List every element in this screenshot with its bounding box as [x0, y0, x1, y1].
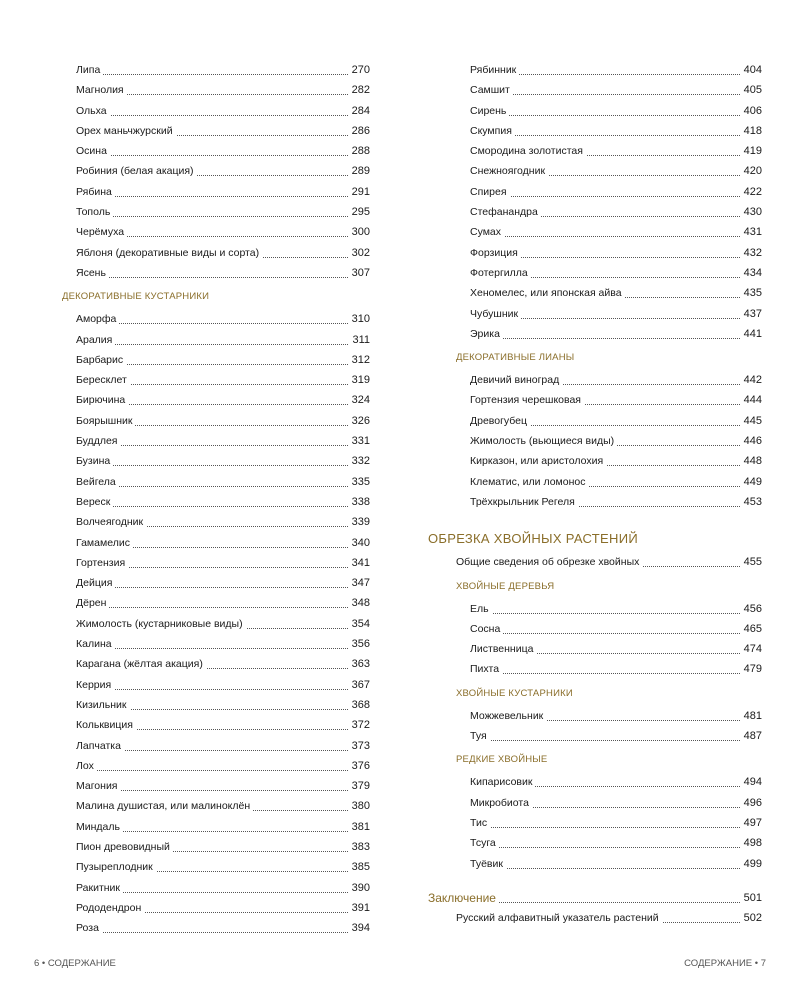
entry-page-number: 335: [349, 472, 370, 492]
entry-page-number: 300: [349, 222, 370, 242]
toc-entry[interactable]: [62, 573, 370, 593]
entry-title: Рябинник: [470, 60, 519, 80]
toc-entry[interactable]: [62, 736, 370, 756]
toc-entry[interactable]: [62, 715, 370, 735]
toc-entry[interactable]: [62, 60, 370, 80]
dot-leader: [76, 506, 370, 507]
entry-title: Хеномелес, или японская айва: [470, 283, 625, 303]
entry-page-number: 487: [741, 726, 762, 746]
toc-entry[interactable]: [62, 243, 370, 263]
dot-leader: [76, 216, 370, 217]
entry-title: Форзиция: [470, 243, 521, 263]
entry-page-number: 385: [349, 857, 370, 877]
toc-entry[interactable]: [428, 472, 762, 492]
toc-entry[interactable]: [62, 756, 370, 776]
entry-page-number: 383: [349, 837, 370, 857]
entry-title: Робиния (белая акация): [76, 161, 197, 181]
toc-entry[interactable]: [428, 121, 762, 141]
toc-entry[interactable]: [428, 726, 762, 746]
entry-title: Осина: [76, 141, 110, 161]
entry-title: Буддлея: [76, 431, 120, 451]
left-column: [62, 60, 370, 938]
section-heading-decorative-shrubs: ДЕКОРАТИВНЫЕ КУСТАРНИКИ: [62, 291, 210, 303]
toc-entry[interactable]: [428, 222, 762, 242]
entry-page-number: 363: [349, 654, 370, 674]
chapter-heading-conifer-pruning: ОБРЕЗКА ХВОЙНЫХ РАСТЕНИЙ: [428, 531, 638, 547]
entry-title: Девичий виноград: [470, 370, 562, 390]
toc-entry[interactable]: [62, 654, 370, 674]
toc-entry[interactable]: [62, 202, 370, 222]
entry-page-number: 319: [349, 370, 370, 390]
entry-title: Гортензия: [76, 553, 128, 573]
toc-entry[interactable]: [62, 141, 370, 161]
toc-entry[interactable]: [62, 370, 370, 390]
toc-entry[interactable]: [428, 182, 762, 202]
entry-page-number: 331: [349, 431, 370, 451]
dot-leader: [76, 932, 370, 933]
entry-title: Керрия: [76, 675, 114, 695]
entry-page-number: 406: [741, 101, 762, 121]
entry-title: Ясень: [76, 263, 109, 283]
toc-entry[interactable]: [62, 918, 370, 938]
toc-entry[interactable]: [428, 599, 762, 619]
entry-page-number: 282: [349, 80, 370, 100]
toc-entry[interactable]: [62, 263, 370, 283]
entry-title: Волчеягодник: [76, 512, 146, 532]
toc-entry[interactable]: [428, 552, 762, 572]
toc-entry[interactable]: [62, 776, 370, 796]
entry-title: Спирея: [470, 182, 510, 202]
dot-leader: [76, 770, 370, 771]
entry-title: Черёмуха: [76, 222, 127, 242]
entry-title: Туёвик: [470, 854, 506, 874]
entry-page-number: 419: [741, 141, 762, 161]
entry-title: Бересклет: [76, 370, 130, 390]
entry-title: Клематис, или ломонос: [470, 472, 588, 492]
toc-entry[interactable]: [428, 141, 762, 161]
toc-entry[interactable]: [62, 121, 370, 141]
entry-page-number: 499: [741, 854, 762, 874]
entry-page-number: 431: [741, 222, 762, 242]
entry-title: Рододендрон: [76, 898, 144, 918]
toc-entry[interactable]: [428, 324, 762, 344]
toc-entry[interactable]: [62, 390, 370, 410]
dot-leader: [76, 155, 370, 156]
entry-title: Липа: [76, 60, 103, 80]
entry-title: Общие сведения об обрезке хвойных: [456, 552, 642, 572]
entry-title: Магония: [76, 776, 121, 796]
entry-page-number: 339: [349, 512, 370, 532]
entry-title: Заключение: [428, 888, 499, 908]
entry-page-number: 456: [741, 599, 762, 619]
toc-entry[interactable]: [62, 796, 370, 816]
entry-page-number: 494: [741, 772, 762, 792]
entry-title: Самшит: [470, 80, 513, 100]
toc-entry[interactable]: [428, 80, 762, 100]
toc-entry[interactable]: [62, 161, 370, 181]
entry-page-number: 310: [349, 309, 370, 329]
toc-entry[interactable]: [62, 80, 370, 100]
toc-entry[interactable]: [62, 695, 370, 715]
toc-entry[interactable]: [428, 888, 762, 908]
entry-title: Ольха: [76, 101, 110, 121]
entry-page-number: 479: [741, 659, 762, 679]
dot-leader: [470, 740, 762, 741]
entry-title: Чубушник: [470, 304, 521, 324]
section-heading-decorative-lianas: ДЕКОРАТИВНЫЕ ЛИАНЫ: [456, 352, 575, 364]
toc-entry[interactable]: [428, 411, 762, 431]
toc-entry[interactable]: [428, 619, 762, 639]
entry-page-number: 341: [349, 553, 370, 573]
entry-title: Аморфа: [76, 309, 119, 329]
entry-page-number: 348: [349, 593, 370, 613]
entry-page-number: 448: [741, 451, 762, 471]
toc-entry[interactable]: [428, 390, 762, 410]
entry-title: Древогубец: [470, 411, 530, 431]
toc-entry[interactable]: [62, 512, 370, 532]
dot-leader: [76, 465, 370, 466]
toc-entry[interactable]: [428, 283, 762, 303]
entry-title: Кирказон, или аристолохия: [470, 451, 606, 471]
entry-title: Скумпия: [470, 121, 515, 141]
entry-page-number: 441: [741, 324, 762, 344]
entry-title: Вереск: [76, 492, 113, 512]
entry-title: Тополь: [76, 202, 113, 222]
toc-entry[interactable]: [62, 222, 370, 242]
entry-page-number: 449: [741, 472, 762, 492]
entry-title: Боярышник: [76, 411, 135, 431]
entry-title: Смородина золотистая: [470, 141, 586, 161]
toc-entry[interactable]: [428, 772, 762, 792]
entry-title: Магнолия: [76, 80, 127, 100]
toc-entry[interactable]: [62, 837, 370, 857]
entry-page-number: 435: [741, 283, 762, 303]
toc-entry[interactable]: [62, 675, 370, 695]
toc-entry[interactable]: [428, 243, 762, 263]
dot-leader: [470, 673, 762, 674]
toc-entry[interactable]: [62, 878, 370, 898]
entry-title: Орех маньчжурский: [76, 121, 176, 141]
entry-page-number: 356: [349, 634, 370, 654]
dot-leader: [470, 236, 762, 237]
entry-title: Вейгела: [76, 472, 119, 492]
dot-leader: [470, 868, 762, 869]
section-heading-rare-conifers: РЕДКИЕ ХВОЙНЫЕ: [456, 754, 548, 766]
toc-entry[interactable]: [428, 370, 762, 390]
entry-page-number: 391: [349, 898, 370, 918]
entry-title: Ракитник: [76, 878, 123, 898]
entry-title: Сумах: [470, 222, 504, 242]
entry-page-number: 312: [349, 350, 370, 370]
toc-entry[interactable]: [62, 634, 370, 654]
toc-entry[interactable]: [428, 706, 762, 726]
toc-entry[interactable]: [428, 161, 762, 181]
toc-entry[interactable]: [428, 431, 762, 451]
footer-left: 6 • СОДЕРЖАНИЕ: [34, 958, 116, 969]
entry-page-number: 332: [349, 451, 370, 471]
toc-entry[interactable]: [62, 350, 370, 370]
entry-page-number: 437: [741, 304, 762, 324]
dot-leader: [470, 613, 762, 614]
entry-page-number: 354: [349, 614, 370, 634]
toc-entry[interactable]: [428, 263, 762, 283]
entry-title: Кипарисовик: [470, 772, 535, 792]
dot-leader: [76, 344, 370, 345]
toc-entry[interactable]: [62, 182, 370, 202]
entry-title: Гамамелис: [76, 533, 133, 553]
toc-entry[interactable]: [62, 593, 370, 613]
section-heading-conifer-trees: ХВОЙНЫЕ ДЕРЕВЬЯ: [456, 580, 555, 592]
entry-page-number: 373: [349, 736, 370, 756]
entry-title: Калина: [76, 634, 115, 654]
entry-page-number: 446: [741, 431, 762, 451]
toc-entry[interactable]: [62, 472, 370, 492]
entry-page-number: 430: [741, 202, 762, 222]
section-heading-conifer-shrubs: ХВОЙНЫЕ КУСТАРНИКИ: [456, 687, 573, 699]
toc-entry[interactable]: [428, 492, 762, 512]
entry-page-number: 404: [741, 60, 762, 80]
entry-page-number: 444: [741, 390, 762, 410]
entry-page-number: 338: [349, 492, 370, 512]
entry-page-number: 311: [349, 330, 370, 350]
dot-leader: [76, 689, 370, 690]
entry-title: Кизильник: [76, 695, 130, 715]
dot-leader: [470, 338, 762, 339]
entry-title: Фотергилла: [470, 263, 531, 283]
entry-page-number: 372: [349, 715, 370, 735]
entry-page-number: 367: [349, 675, 370, 695]
entry-title: Сосна: [470, 619, 503, 639]
entry-title: Жимолость (кустарниковые виды): [76, 614, 246, 634]
entry-page-number: 340: [349, 533, 370, 553]
entry-title: Лиственница: [470, 639, 536, 659]
entry-title: Микробиота: [470, 793, 532, 813]
entry-page-number: 284: [349, 101, 370, 121]
entry-title: Жимолость (вьющиеся виды): [470, 431, 617, 451]
entry-title: Сирень: [470, 101, 509, 121]
toc-entry[interactable]: [428, 793, 762, 813]
dot-leader: [76, 648, 370, 649]
entry-page-number: 295: [349, 202, 370, 222]
entry-page-number: 286: [349, 121, 370, 141]
entry-page-number: 418: [741, 121, 762, 141]
entry-page-number: 291: [349, 182, 370, 202]
entry-page-number: 481: [741, 706, 762, 726]
entry-page-number: 324: [349, 390, 370, 410]
entry-title: Русский алфавитный указатель растений: [456, 908, 662, 928]
entry-title: Лох: [76, 756, 97, 776]
entry-page-number: 496: [741, 793, 762, 813]
toc-entry[interactable]: [428, 202, 762, 222]
entry-title: Барбарис: [76, 350, 126, 370]
dot-leader: [470, 633, 762, 634]
entry-page-number: 307: [349, 263, 370, 283]
toc-entry[interactable]: [62, 309, 370, 329]
entry-title: Можжевельник: [470, 706, 546, 726]
toc-entry[interactable]: [428, 908, 762, 928]
entry-title: Тсуга: [470, 833, 499, 853]
entry-title: Ель: [470, 599, 492, 619]
entry-page-number: 289: [349, 161, 370, 181]
entry-page-number: 381: [349, 817, 370, 837]
entry-title: Карагана (жёлтая акация): [76, 654, 206, 674]
toc-entry[interactable]: [62, 330, 370, 350]
entry-page-number: 465: [741, 619, 762, 639]
toc-entry[interactable]: [428, 833, 762, 853]
toc-entry[interactable]: [62, 492, 370, 512]
entry-title: Лапчатка: [76, 736, 124, 756]
entry-title: Пихта: [470, 659, 502, 679]
entry-page-number: 368: [349, 695, 370, 715]
entry-title: Гортензия черешковая: [470, 390, 584, 410]
toc-entry[interactable]: [428, 304, 762, 324]
entry-title: Тис: [470, 813, 490, 833]
toc-entry[interactable]: [62, 817, 370, 837]
toc-entry[interactable]: [62, 411, 370, 431]
entry-page-number: 394: [349, 918, 370, 938]
entry-title: Рябина: [76, 182, 115, 202]
entry-title: Аралия: [76, 330, 115, 350]
entry-page-number: 347: [349, 573, 370, 593]
toc-entry[interactable]: [62, 898, 370, 918]
toc-entry[interactable]: [62, 553, 370, 573]
entry-page-number: 288: [349, 141, 370, 161]
toc-entry[interactable]: [428, 639, 762, 659]
entry-title: Дейция: [76, 573, 115, 593]
toc-entry[interactable]: [62, 533, 370, 553]
toc-entry[interactable]: [428, 813, 762, 833]
right-column: [428, 60, 762, 928]
entry-page-number: 270: [349, 60, 370, 80]
entry-page-number: 453: [741, 492, 762, 512]
entry-page-number: 498: [741, 833, 762, 853]
entry-title: Яблоня (декоративные виды и сорта): [76, 243, 262, 263]
entry-page-number: 442: [741, 370, 762, 390]
entry-title: Трёхкрыльник Регеля: [470, 492, 578, 512]
dot-leader: [470, 94, 762, 95]
entry-title: Кольквиция: [76, 715, 136, 735]
entry-page-number: 445: [741, 411, 762, 431]
entry-page-number: 302: [349, 243, 370, 263]
dot-leader: [76, 277, 370, 278]
toc-entry[interactable]: [428, 659, 762, 679]
toc-entry[interactable]: [428, 101, 762, 121]
dot-leader: [76, 607, 370, 608]
entry-page-number: 432: [741, 243, 762, 263]
entry-page-number: 501: [741, 888, 762, 908]
toc-entry[interactable]: [428, 60, 762, 80]
entry-page-number: 376: [349, 756, 370, 776]
dot-leader: [76, 115, 370, 116]
footer-right: СОДЕРЖАНИЕ • 7: [684, 958, 766, 969]
entry-page-number: 405: [741, 80, 762, 100]
toc-entry[interactable]: [62, 614, 370, 634]
entry-title: Дёрен: [76, 593, 109, 613]
toc-entry[interactable]: [62, 451, 370, 471]
entry-title: Бузина: [76, 451, 113, 471]
entry-page-number: 497: [741, 813, 762, 833]
dot-leader: [470, 827, 762, 828]
dot-leader: [76, 587, 370, 588]
entry-title: Бирючина: [76, 390, 128, 410]
entry-title: Пион древовидный: [76, 837, 173, 857]
entry-page-number: 474: [741, 639, 762, 659]
entry-page-number: 380: [349, 796, 370, 816]
entry-title: Снежноягодник: [470, 161, 548, 181]
entry-page-number: 379: [349, 776, 370, 796]
entry-page-number: 420: [741, 161, 762, 181]
toc-entry[interactable]: [62, 431, 370, 451]
entry-page-number: 434: [741, 263, 762, 283]
entry-page-number: 455: [741, 552, 762, 572]
toc-entry[interactable]: [62, 101, 370, 121]
entry-page-number: 422: [741, 182, 762, 202]
entry-title: Миндаль: [76, 817, 123, 837]
toc-entry[interactable]: [62, 857, 370, 877]
entry-title: Роза: [76, 918, 102, 938]
entry-page-number: 502: [741, 908, 762, 928]
dot-leader: [470, 196, 762, 197]
entry-title: Стефанандра: [470, 202, 541, 222]
dot-leader: [76, 196, 370, 197]
entry-title: Малина душистая, или малиноклён: [76, 796, 253, 816]
dot-leader: [76, 486, 370, 487]
toc-entry[interactable]: [428, 451, 762, 471]
toc-entry[interactable]: [428, 854, 762, 874]
entry-page-number: 326: [349, 411, 370, 431]
dot-leader: [76, 74, 370, 75]
dot-leader: [76, 323, 370, 324]
entry-page-number: 390: [349, 878, 370, 898]
entry-title: Эрика: [470, 324, 503, 344]
entry-title: Пузыреплодник: [76, 857, 156, 877]
entry-title: Туя: [470, 726, 490, 746]
dot-leader: [470, 115, 762, 116]
dot-leader: [470, 847, 762, 848]
